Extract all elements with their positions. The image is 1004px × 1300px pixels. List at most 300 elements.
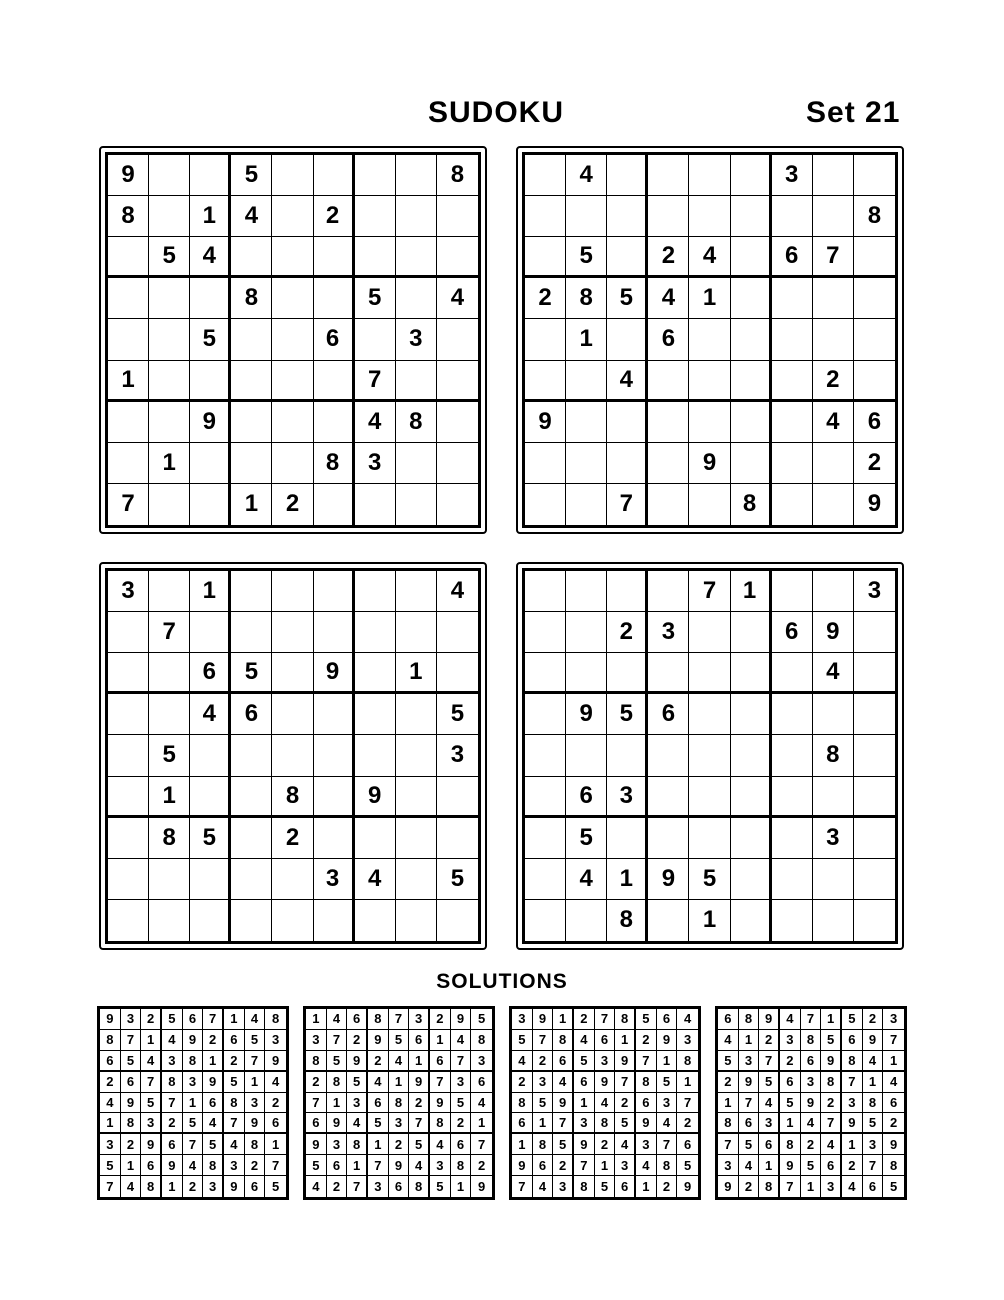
sudoku-cell: 8: [437, 155, 478, 196]
sudoku-cell: 8: [595, 1113, 616, 1134]
sudoku-cell: [648, 735, 689, 776]
sudoku-cell: 7: [533, 1030, 554, 1051]
sudoku-cell: [731, 361, 772, 402]
sudoku-cell: 6: [121, 1072, 142, 1093]
sudoku-cell: [772, 777, 813, 818]
sudoku-cell: 2: [801, 1134, 822, 1155]
solution-grid-4: [715, 1006, 907, 1200]
sudoku-cell: [731, 859, 772, 900]
sudoku-cell: 1: [718, 1093, 739, 1114]
sudoku-cell: [813, 859, 854, 900]
sudoku-cell: [648, 196, 689, 237]
sudoku-cell: 7: [801, 1009, 822, 1030]
sudoku-cell: 7: [657, 1134, 678, 1155]
sudoku-cell: 5: [100, 1155, 121, 1176]
sudoku-cell: 7: [471, 1134, 492, 1155]
sudoku-cell: 5: [141, 1093, 162, 1114]
sudoku-cell: 9: [867, 490, 882, 518]
sudoku-cell: [149, 571, 190, 612]
sudoku-cell: 9: [813, 612, 854, 653]
sudoku-cell: [731, 319, 772, 360]
sudoku-cell: 1: [574, 1093, 595, 1114]
sudoku-cell: 8: [607, 900, 648, 941]
sudoku-cell: [689, 777, 730, 818]
sudoku-cell: [648, 443, 689, 484]
sudoku-cell: 3: [162, 1051, 183, 1072]
sudoku-cell: 3: [314, 859, 355, 900]
sudoku-cell: 9: [553, 1093, 574, 1114]
sudoku-cell: 2: [100, 1072, 121, 1093]
sudoku-cell: [437, 196, 478, 237]
sudoku-cell: 7: [162, 1093, 183, 1114]
sudoku-cell: 1: [731, 571, 772, 612]
sudoku-cell: 2: [863, 1009, 884, 1030]
sudoku-cell: [525, 900, 566, 941]
sudoku-cell: 4: [162, 1030, 183, 1051]
sudoku-cell: 8: [265, 1009, 286, 1030]
sudoku-cell: 2: [739, 1176, 760, 1197]
sudoku-cell: [437, 319, 478, 360]
sudoku-cell: 4: [759, 1093, 780, 1114]
sudoku-cell: [566, 900, 607, 941]
sudoku-cell: 2: [265, 1093, 286, 1114]
sudoku-cell: 4: [718, 1030, 739, 1051]
sudoku-cell: 9: [183, 1030, 204, 1051]
sudoku-cell: 8: [231, 278, 272, 319]
sudoku-cell: 4: [636, 1155, 657, 1176]
sudoku-cell: [272, 859, 313, 900]
puzzle-grid: [105, 152, 481, 528]
sudoku-cell: 8: [780, 1134, 801, 1155]
sudoku-cell: 4: [437, 278, 478, 319]
sudoku-cell: 5: [677, 1155, 698, 1176]
sudoku-cell: [355, 319, 396, 360]
sudoku-cell: 1: [100, 1113, 121, 1134]
sudoku-cell: 3: [203, 1176, 224, 1197]
sudoku-cell: 8: [512, 1093, 533, 1114]
sudoku-cell: 1: [689, 278, 730, 319]
sudoku-cell: [272, 900, 313, 941]
sudoku-cell: [813, 694, 854, 735]
sudoku-cell: 5: [190, 319, 231, 360]
sudoku-cell: 9: [883, 1134, 904, 1155]
sudoku-cell: 3: [533, 1072, 554, 1093]
sudoku-cell: 5: [595, 1176, 616, 1197]
sudoku-cell: 8: [203, 1155, 224, 1176]
sudoku-cell: 7: [883, 1030, 904, 1051]
sudoku-cell: [731, 155, 772, 196]
sudoku-cell: [190, 735, 231, 776]
sudoku-cell: 3: [677, 1030, 698, 1051]
sudoku-cell: [355, 818, 396, 859]
sudoku-cell: 4: [813, 653, 854, 694]
sudoku-cell: 1: [409, 1051, 430, 1072]
sudoku-cell: [149, 196, 190, 237]
sudoku-cell: [396, 612, 437, 653]
sudoku-cell: [231, 777, 272, 818]
sudoku-cell: 2: [471, 1155, 492, 1176]
sudoku-cell: 8: [636, 1072, 657, 1093]
sudoku-cell: 1: [677, 1072, 698, 1093]
sudoku-cell: 4: [409, 1155, 430, 1176]
sudoku-cell: 8: [566, 278, 607, 319]
sudoku-cell: 3: [347, 1093, 368, 1114]
sudoku-cell: 3: [657, 1093, 678, 1114]
sudoku-cell: 2: [327, 1176, 348, 1197]
sudoku-cell: 9: [615, 1051, 636, 1072]
sudoku-cell: 8: [141, 1176, 162, 1197]
sudoku-cell: [813, 319, 854, 360]
sudoku-cell: [648, 900, 689, 941]
sudoku-cell: 6: [615, 1176, 636, 1197]
sudoku-cell: 6: [772, 612, 813, 653]
sudoku-cell: 3: [780, 1030, 801, 1051]
sudoku-cell: 4: [368, 1072, 389, 1093]
sudoku-cell: 9: [306, 1134, 327, 1155]
sudoku-cell: 3: [100, 1134, 121, 1155]
sudoku-cell: 3: [471, 1051, 492, 1072]
sudoku-cell: 4: [355, 859, 396, 900]
sudoku-cell: 7: [739, 1093, 760, 1114]
sudoku-cell: 5: [607, 278, 648, 319]
sudoku-cell: 5: [149, 735, 190, 776]
sudoku-cell: 1: [595, 1155, 616, 1176]
sudoku-cell: 4: [183, 1155, 204, 1176]
sudoku-cell: 4: [245, 1009, 266, 1030]
sudoku-cell: [731, 818, 772, 859]
sudoku-cell: [525, 443, 566, 484]
sudoku-cell: 4: [512, 1051, 533, 1072]
sudoku-cell: 9: [347, 1051, 368, 1072]
sudoku-cell: 3: [245, 1093, 266, 1114]
sudoku-cell: [525, 484, 566, 525]
sudoku-cell: 4: [615, 1134, 636, 1155]
sudoku-cell: 1: [780, 1113, 801, 1134]
sudoku-cell: 9: [108, 155, 149, 196]
sudoku-cell: 2: [677, 1113, 698, 1134]
sudoku-cell: 1: [615, 1030, 636, 1051]
sudoku-cell: 3: [224, 1155, 245, 1176]
sudoku-cell: 8: [162, 1072, 183, 1093]
sudoku-cell: [772, 361, 813, 402]
sudoku-cell: 1: [149, 777, 190, 818]
sudoku-cell: 4: [780, 1009, 801, 1030]
sudoku-cell: 4: [533, 1176, 554, 1197]
sudoku-cell: [607, 735, 648, 776]
sudoku-cell: 5: [183, 1113, 204, 1134]
sudoku-cell: 1: [265, 1134, 286, 1155]
sudoku-cell: 1: [739, 1030, 760, 1051]
sudoku-cell: 2: [883, 1113, 904, 1134]
sudoku-cell: 3: [813, 818, 854, 859]
sudoku-cell: [314, 278, 355, 319]
sudoku-cell: 5: [190, 818, 231, 859]
sudoku-cell: [854, 735, 895, 776]
sudoku-cell: [437, 361, 478, 402]
sudoku-cell: 8: [396, 402, 437, 443]
sudoku-cell: 4: [430, 1134, 451, 1155]
sudoku-cell: 3: [437, 735, 478, 776]
sudoku-cell: [231, 612, 272, 653]
sudoku-cell: 5: [409, 1134, 430, 1155]
sudoku-cell: 6: [801, 1051, 822, 1072]
sudoku-cell: 5: [121, 1051, 142, 1072]
sudoku-cell: [437, 402, 478, 443]
sudoku-cell: 1: [451, 1176, 472, 1197]
sudoku-cell: 2: [759, 1030, 780, 1051]
sudoku-cell: 3: [409, 1009, 430, 1030]
sudoku-cell: [396, 694, 437, 735]
sudoku-cell: [648, 484, 689, 525]
sudoku-cell: [525, 818, 566, 859]
sudoku-cell: 9: [566, 694, 607, 735]
sudoku-cell: [272, 735, 313, 776]
sudoku-cell: 4: [141, 1051, 162, 1072]
sudoku-cell: [731, 402, 772, 443]
sudoku-cell: [566, 196, 607, 237]
sudoku-cell: [314, 777, 355, 818]
sudoku-cell: 2: [121, 1134, 142, 1155]
sudoku-cell: 7: [389, 1009, 410, 1030]
sudoku-cell: 7: [636, 1051, 657, 1072]
sudoku-cell: 2: [636, 1030, 657, 1051]
sudoku-cell: [355, 196, 396, 237]
sudoku-cell: [854, 155, 895, 196]
sudoku-cell: 6: [347, 1009, 368, 1030]
sudoku-cell: 2: [272, 484, 313, 525]
sudoku-cell: 6: [648, 319, 689, 360]
sudoku-cell: [854, 653, 895, 694]
sudoku-puzzle-2: [516, 146, 904, 534]
sudoku-cell: 2: [553, 1155, 574, 1176]
sudoku-cell: [772, 443, 813, 484]
sudoku-cell: 7: [149, 612, 190, 653]
sudoku-cell: 6: [389, 1176, 410, 1197]
sudoku-cell: 1: [121, 1155, 142, 1176]
sudoku-cell: 6: [553, 1051, 574, 1072]
sudoku-cell: 8: [863, 1093, 884, 1114]
sudoku-cell: 8: [739, 1009, 760, 1030]
sudoku-cell: 6: [648, 694, 689, 735]
sudoku-cell: 4: [203, 1113, 224, 1134]
sudoku-cell: [108, 859, 149, 900]
sudoku-cell: 7: [677, 1093, 698, 1114]
sudoku-cell: 3: [396, 319, 437, 360]
sudoku-cell: 4: [739, 1155, 760, 1176]
sudoku-cell: 1: [347, 1155, 368, 1176]
sudoku-cell: 6: [327, 1155, 348, 1176]
sudoku-cell: [272, 612, 313, 653]
sudoku-cell: [607, 155, 648, 196]
sudoku-cell: 7: [224, 1113, 245, 1134]
sudoku-cell: 2: [533, 1051, 554, 1072]
sudoku-cell: 2: [141, 1009, 162, 1030]
sudoku-cell: 3: [389, 1113, 410, 1134]
sudoku-cell: 5: [553, 1134, 574, 1155]
sudoku-cell: 3: [615, 1155, 636, 1176]
sudoku-cell: 8: [553, 1030, 574, 1051]
sudoku-cell: 5: [636, 1009, 657, 1030]
sudoku-cell: 4: [801, 1113, 822, 1134]
sudoku-cell: [607, 443, 648, 484]
solution-grid-2: [303, 1006, 495, 1200]
sudoku-cell: [731, 443, 772, 484]
sudoku-cell: 9: [245, 1113, 266, 1134]
sudoku-cell: 5: [272, 1179, 280, 1195]
sudoku-cell: 9: [636, 1113, 657, 1134]
sudoku-cell: [772, 196, 813, 237]
sudoku-cell: [231, 402, 272, 443]
sudoku-cell: 6: [245, 1176, 266, 1197]
sudoku-cell: 9: [141, 1134, 162, 1155]
sudoku-cell: 2: [183, 1176, 204, 1197]
sudoku-cell: 6: [842, 1030, 863, 1051]
sudoku-cell: 9: [314, 653, 355, 694]
sudoku-cell: 6: [863, 1176, 884, 1197]
sudoku-cell: [272, 196, 313, 237]
sudoku-cell: [731, 196, 772, 237]
sudoku-cell: 6: [265, 1113, 286, 1134]
sudoku-cell: 6: [595, 1030, 616, 1051]
sudoku-cell: 5: [689, 859, 730, 900]
sudoku-cell: 6: [533, 1155, 554, 1176]
puzzle-grid: [522, 152, 898, 528]
sudoku-cell: 7: [718, 1134, 739, 1155]
sudoku-cell: 5: [149, 237, 190, 278]
sudoku-cell: [149, 155, 190, 196]
sudoku-cell: [525, 653, 566, 694]
sudoku-cell: 9: [842, 1113, 863, 1134]
sudoku-cell: 3: [636, 1134, 657, 1155]
sudoku-cell: [854, 361, 895, 402]
sudoku-puzzle-3: [99, 562, 487, 950]
sudoku-cell: 1: [636, 1176, 657, 1197]
sudoku-cell: 6: [821, 1155, 842, 1176]
sudoku-cell: 9: [327, 1113, 348, 1134]
sudoku-cell: 4: [574, 1030, 595, 1051]
sudoku-cell: 8: [813, 735, 854, 776]
sudoku-cell: 4: [306, 1176, 327, 1197]
sudoku-cell: [854, 694, 895, 735]
sudoku-cell: 2: [854, 443, 895, 484]
sudoku-cell: 3: [759, 1113, 780, 1134]
sudoku-cell: 6: [430, 1051, 451, 1072]
sudoku-cell: [396, 900, 437, 941]
sudoku-cell: 4: [648, 278, 689, 319]
sudoku-cell: [689, 155, 730, 196]
sudoku-cell: 5: [471, 1009, 492, 1030]
sudoku-cell: 6: [759, 1134, 780, 1155]
sudoku-cell: [689, 361, 730, 402]
sudoku-cell: 1: [108, 361, 149, 402]
sudoku-cell: 1: [245, 1072, 266, 1093]
sudoku-cell: [108, 818, 149, 859]
sudoku-cell: 1: [141, 1030, 162, 1051]
sudoku-cell: 3: [327, 1134, 348, 1155]
sudoku-cell: 8: [389, 1093, 410, 1114]
sudoku-cell: 5: [801, 1155, 822, 1176]
sudoku-cell: 7: [203, 1009, 224, 1030]
sudoku-cell: 2: [813, 361, 854, 402]
sudoku-cell: [108, 612, 149, 653]
sudoku-cell: 3: [430, 1155, 451, 1176]
sudoku-cell: 8: [245, 1134, 266, 1155]
sudoku-cell: 7: [863, 1155, 884, 1176]
sudoku-cell: [108, 735, 149, 776]
solution-grid-3: [509, 1006, 701, 1200]
sudoku-cell: 6: [566, 777, 607, 818]
sudoku-cell: 9: [684, 1179, 692, 1195]
sudoku-cell: 6: [314, 319, 355, 360]
sudoku-cell: [772, 402, 813, 443]
sudoku-cell: 3: [108, 571, 149, 612]
sudoku-cell: 8: [327, 1072, 348, 1093]
sudoku-cell: 1: [607, 859, 648, 900]
sudoku-cell: [314, 571, 355, 612]
set-label: Set 21: [806, 96, 901, 129]
sudoku-cell: [272, 571, 313, 612]
sudoku-cell: [648, 653, 689, 694]
sudoku-cell: [525, 859, 566, 900]
sudoku-cell: 1: [203, 1051, 224, 1072]
sudoku-cell: 3: [801, 1072, 822, 1093]
sudoku-cell: 8: [801, 1030, 822, 1051]
sudoku-cell: 2: [409, 1093, 430, 1114]
sudoku-cell: 1: [190, 196, 231, 237]
sudoku-cell: [396, 735, 437, 776]
sudoku-cell: 5: [607, 694, 648, 735]
sudoku-cell: [108, 278, 149, 319]
sudoku-cell: [607, 319, 648, 360]
sudoku-cell: 8: [272, 777, 313, 818]
sudoku-cell: 1: [801, 1176, 822, 1197]
sudoku-cell: 9: [595, 1072, 616, 1093]
sudoku-cell: 2: [512, 1072, 533, 1093]
sudoku-cell: [648, 155, 689, 196]
sudoku-puzzle-4: [516, 562, 904, 950]
sudoku-cell: 2: [162, 1113, 183, 1134]
sudoku-cell: [525, 319, 566, 360]
puzzle-grid: [522, 568, 898, 944]
sudoku-cell: [314, 818, 355, 859]
sudoku-cell: [396, 571, 437, 612]
sudoku-cell: [272, 402, 313, 443]
sudoku-cell: 9: [478, 1179, 486, 1195]
sudoku-cell: 6: [657, 1009, 678, 1030]
sudoku-cell: 3: [607, 777, 648, 818]
sudoku-cell: [355, 612, 396, 653]
sudoku-cell: 2: [780, 1051, 801, 1072]
sudoku-cell: 5: [355, 278, 396, 319]
sudoku-cell: 3: [512, 1009, 533, 1030]
sudoku-cell: 1: [471, 1113, 492, 1134]
sudoku-cell: [272, 237, 313, 278]
sudoku-cell: 9: [451, 1009, 472, 1030]
sudoku-cell: 8: [430, 1113, 451, 1134]
sudoku-cell: 5: [759, 1072, 780, 1093]
sudoku-cell: 5: [327, 1051, 348, 1072]
sudoku-cell: 4: [657, 1113, 678, 1134]
sudoku-cell: 7: [265, 1155, 286, 1176]
sudoku-cell: 4: [566, 859, 607, 900]
sudoku-cell: [396, 484, 437, 525]
sudoku-cell: [396, 155, 437, 196]
sudoku-cell: 5: [890, 1179, 898, 1195]
sudoku-cell: [396, 777, 437, 818]
sudoku-cell: [355, 571, 396, 612]
sudoku-cell: [231, 900, 272, 941]
sudoku-cell: 9: [648, 859, 689, 900]
